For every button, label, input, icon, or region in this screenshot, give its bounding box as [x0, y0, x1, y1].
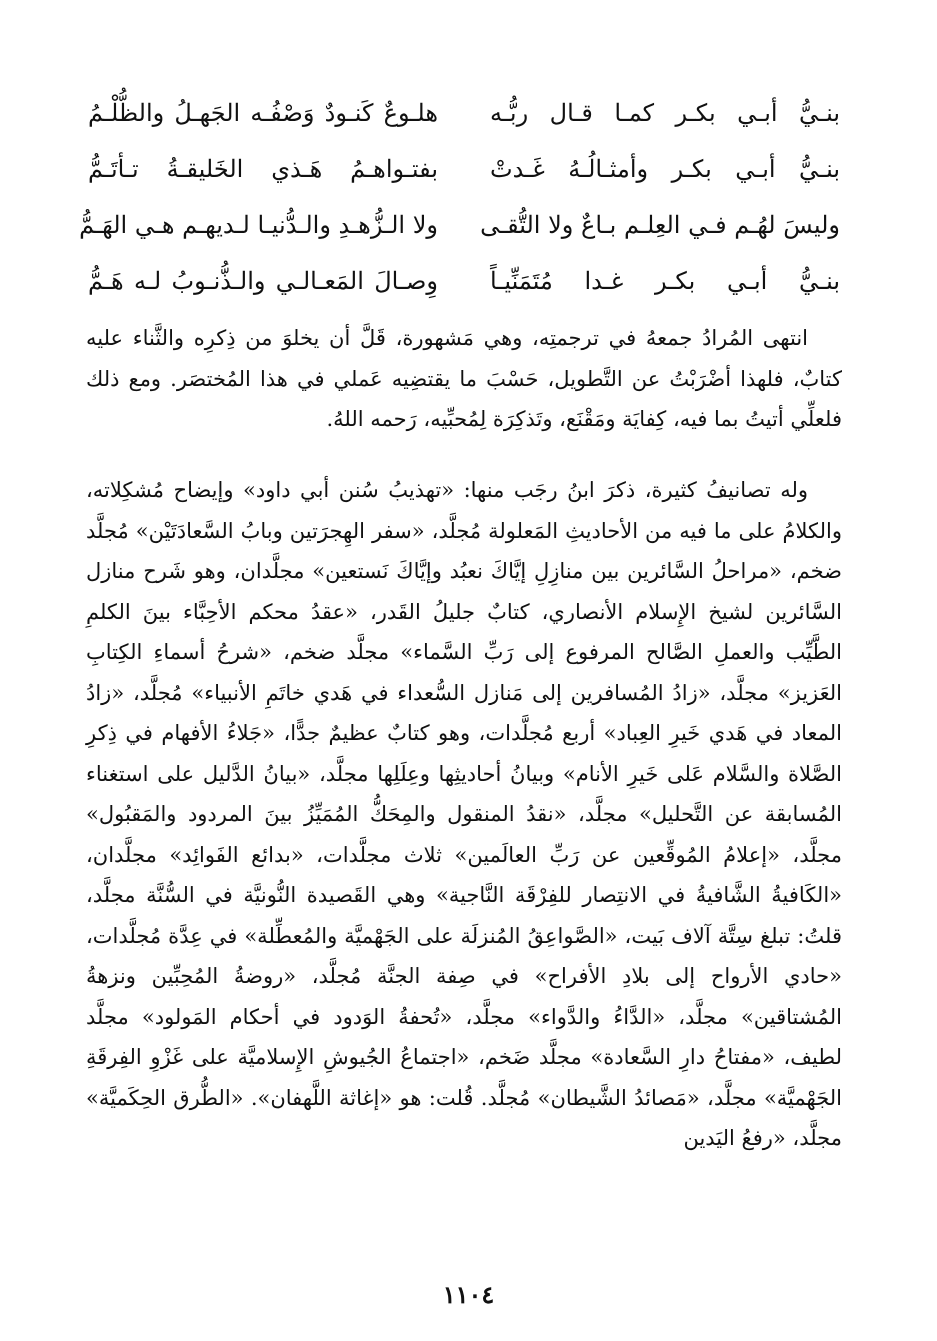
- verse-first-hemistich: بنـيُّ أبـي بكـر غـدا مُتَمَنِّيـاً: [490, 267, 840, 296]
- verse-first-hemistich: وليسَ لهُـم فـي العِلـم بـاعٌ ولا التُّقـى: [480, 211, 840, 240]
- verse-second-hemistich: ولا الـزُّهـدِ والـدُّنيـا لـديهـم هـي الهَـمُّ: [79, 211, 438, 240]
- poem-verse: [88, 254, 840, 310]
- poem-verse: [88, 86, 840, 142]
- verse-second-hemistich: هلـوعٌ كَنـودٌ وَصْفُـه الجَهـلُ والظُّلْـمُ: [88, 99, 438, 128]
- biography-conclusion-paragraph: [86, 318, 842, 440]
- paragraph-text: انتهى المُرادُ جمعهُ في ترجمتِه، وهي مَشهورة، قَلَّ أن يخلوَ من ذِكرِه والثَّناء عليه كتابٌ، فلهذا أضْرَبْتُ عن التَّطويل، حَسْبَ ما يقتضِيه عَملي في هذا المُختصَر. ومع ذلك فلعلِّي أتيتُ بما فيه، كِفايَة ومَقْنَع، وتَذكِرَة لِمُحبِّيه، رَحمه اللهُ.: [86, 326, 842, 431]
- verse-second-hemistich: بفتـواهـمُ هَـذي الخَليقـةُ تـأتَـمُّ: [88, 155, 438, 184]
- paragraph-text: وله تصانيفُ كثيرة، ذكرَ ابنُ رجَب منها: «تهذيبُ سُنن أبي داود» وإيضاح مُشكِلاته، والكلامُ على ما فيه من الأحاديثِ المَعلولة مُجلَّد، «سفر الهِجرَتين وبابُ السَّعادَتَيْن» مُجلَّد ضخم، «مراحلُ السَّائرين بين منازِلِ إيَّاكَ نعبُد وإيَّاكَ نَستعين» مجلَّدان، وهو شَرح منازل السَّائرين لشيخ الإِسلام الأنصاري، كتابٌ جليلُ القَدر، «عقدُ محكم الأحِبَّاء بينَ الكلمِ الطَّيِّب والعملِ الصَّالح المرفوع إلى رَبِّ السَّماء» مجلَّد ضخم، «شرحُ أسماءِ الكِتابِ العَزيز» مجلَّد، «زادُ المُسافرين إلى مَنازل السُّعداء في هَدي خاتَمِ الأنبياء» مُجلَّد، «زادُ المعاد في هَدي خَيرِ العِباد» أربع مُجلَّدات، وهو كتابٌ عظيمٌ جدًّا، «جَلاءُ الأفهام في ذِكرِ الصَّلاة والسَّلام عَلى خَيرِ الأنام» وبيانُ أحاديثِها وعِلَلِها مجلَّد، «بيانُ الدَّليل على استغناء المُسابقة عن التَّحليل» مجلَّد، «نقدُ المنقول والمِحَكُّ المُمَيِّزُ بينَ المردود والمَقبُول» مجلَّد، «إعلامُ المُوقِّعين عن رَبِّ العالَمين» ثلاث مجلَّدات، «بدائع الفَوائِد» مجلَّدان، «الكَافيةُ الشَّافيةُ في الانتِصار للفِرْقَة النَّاجية» وهي القَصيدة النُّونيَّة في السُّنَّة مجلَّد، قلتُ: تبلغ سِتَّة آلاف بَيت، «الصَّواعِقُ المُنزلَة على الجَهْميَّة والمُعطِّلة» في عِدَّة مُجلَّدات، «حادي الأرواح إلى بلادِ الأفراح» في صِفة الجنَّة مُجلَّد، «روضةُ المُحِبِّين ونزهةُ المُشتاقين» مجلَّد، «الدَّاءُ والدَّواء» مجلَّد، «تُحفةُ الوَدود في أحكام المَولود» مجلَّد لطيف، «مفتاحُ دارِ السَّعادة» مجلَّد ضَخم، «اجتماعُ الجُيوشِ الإِسلاميَّة على غَزْوِ الفِرقَةِ الجَهْميَّة» مجلَّد، «مَصائدُ الشَّيطان» مُجلَّد. قُلت: هو «إغاثة اللَّهفان». «الطُّرق الحِكَميَّة» مجلَّد، «رفعُ اليَدين: [86, 478, 842, 1150]
- verse-second-hemistich: وِصـالَ المَعـالـي والـذُّنـوبُ لـه هَـمُّ: [88, 267, 438, 296]
- poem-block: [79, 86, 840, 310]
- poem-verse: [79, 198, 840, 254]
- verse-first-hemistich: بنـيُّ أبـي بكـر وأمثـالُـهُ غَـدتْ: [490, 155, 840, 184]
- verse-first-hemistich: بنـيُّ أبـي بكـر كمـا قـال ربُّـه: [490, 99, 840, 128]
- page-number: ١١٠٤: [442, 1280, 495, 1309]
- works-list-paragraph: [86, 470, 842, 1159]
- poem-verse: [88, 142, 840, 198]
